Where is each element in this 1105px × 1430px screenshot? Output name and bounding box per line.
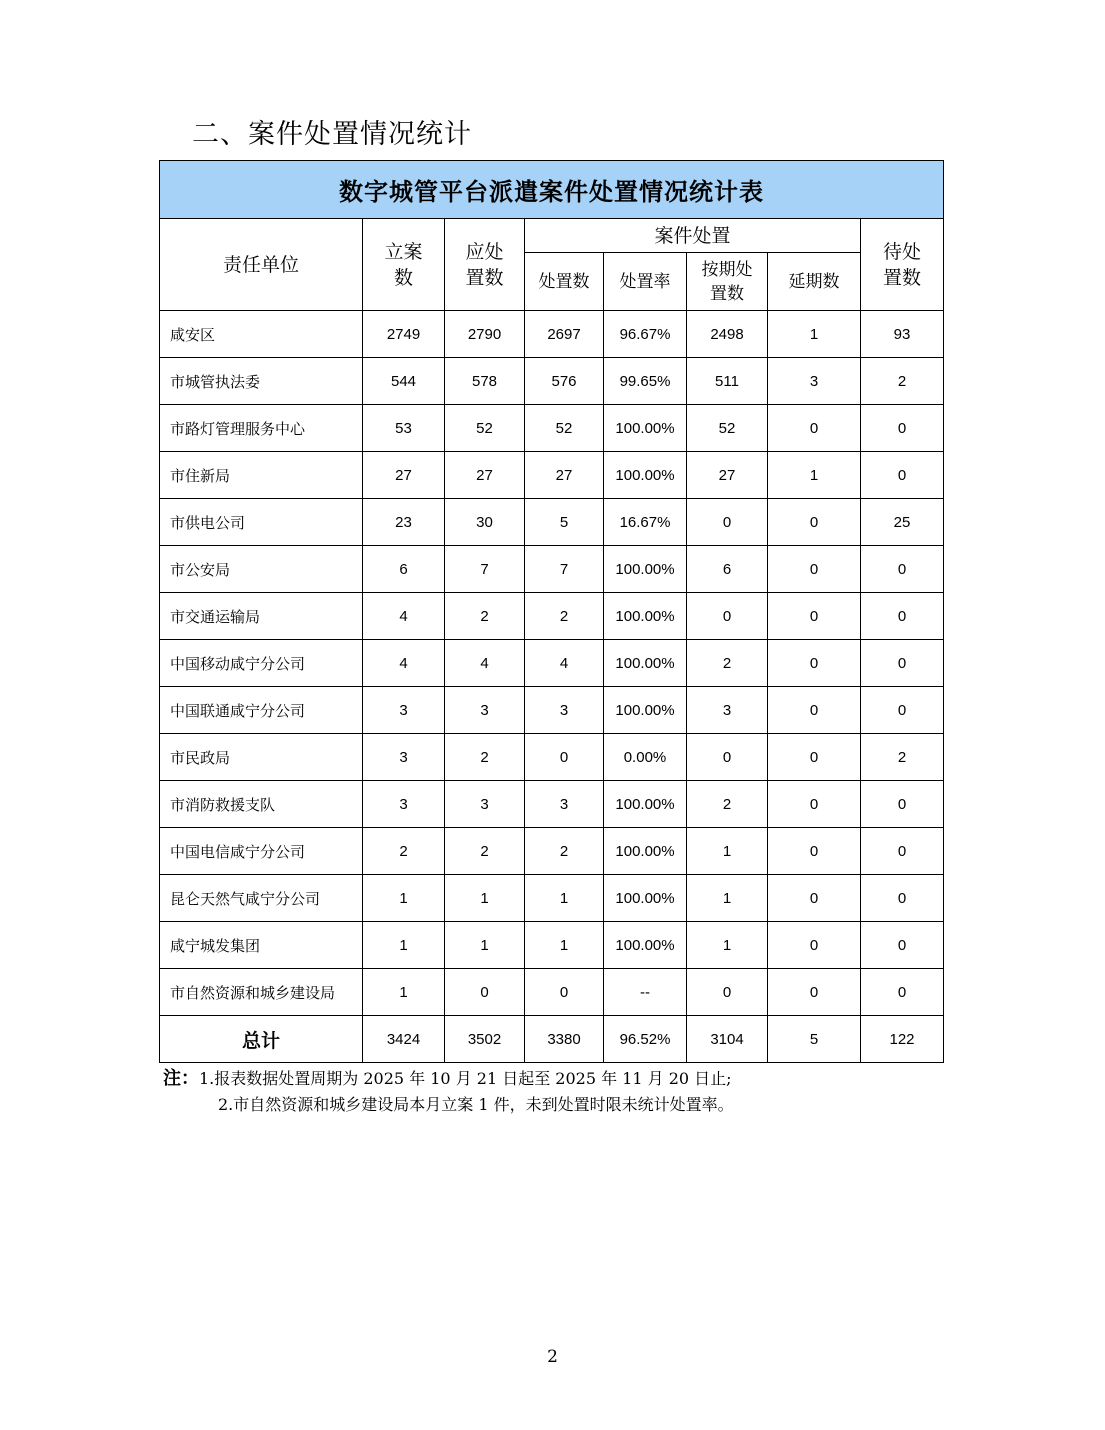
cell-rate: 99.65% xyxy=(604,358,687,405)
cell-filed: 1 xyxy=(363,875,445,922)
cell-ontime: 2498 xyxy=(687,311,768,358)
cell-pending: 0 xyxy=(861,405,944,452)
table-row xyxy=(160,922,944,969)
cell-due: 3 xyxy=(445,687,525,734)
cell-handled: 1 xyxy=(525,875,604,922)
cell-ontime: 2 xyxy=(687,640,768,687)
cell-unit: 中国电信咸宁分公司 xyxy=(160,828,363,875)
cell-unit: 市城管执法委 xyxy=(160,358,363,405)
cell-rate: 100.00% xyxy=(604,875,687,922)
page-number: 2 xyxy=(547,1347,558,1367)
cell-due: 4 xyxy=(445,640,525,687)
cell-delayed: 0 xyxy=(768,781,861,828)
table-row xyxy=(160,828,944,875)
cell-handled: 3 xyxy=(525,781,604,828)
section-heading: 二、案件处置情况统计 xyxy=(192,119,472,150)
cell-ontime: 0 xyxy=(687,969,768,1016)
cell-rate: 100.00% xyxy=(604,781,687,828)
cell-filed: 4 xyxy=(363,640,445,687)
cell-filed: 4 xyxy=(363,593,445,640)
header-handled: 处置数 xyxy=(525,253,604,311)
cell-pending: 0 xyxy=(861,640,944,687)
cell-ontime: 0 xyxy=(687,499,768,546)
header-delayed: 延期数 xyxy=(768,253,861,311)
cell-due: 52 xyxy=(445,405,525,452)
cell-unit: 市供电公司 xyxy=(160,499,363,546)
cell-ontime: 511 xyxy=(687,358,768,405)
cell-pending: 0 xyxy=(861,875,944,922)
cell-pending: 0 xyxy=(861,828,944,875)
cell-rate: 16.67% xyxy=(604,499,687,546)
cell-unit: 昆仑天然气咸宁分公司 xyxy=(160,875,363,922)
cell-handled: 1 xyxy=(525,922,604,969)
cell-due: 30 xyxy=(445,499,525,546)
cell-rate: -- xyxy=(604,969,687,1016)
total-pending: 122 xyxy=(861,1016,944,1063)
total-label: 总计 xyxy=(160,1016,363,1063)
cell-handled: 2697 xyxy=(525,311,604,358)
header-due: 应处 置数 xyxy=(445,219,525,311)
table-row xyxy=(160,499,944,546)
cell-delayed: 0 xyxy=(768,640,861,687)
cell-handled: 4 xyxy=(525,640,604,687)
table-row xyxy=(160,593,944,640)
cell-unit: 市住新局 xyxy=(160,452,363,499)
cell-due: 2 xyxy=(445,828,525,875)
cell-due: 2 xyxy=(445,734,525,781)
note-line-1: 1.报表数据处置周期为 2025 年 10 月 21 日起至 2025 年 11 月 20 日止; xyxy=(199,1069,732,1088)
header-unit: 责任单位 xyxy=(160,219,363,311)
cell-filed: 3 xyxy=(363,734,445,781)
cell-delayed: 0 xyxy=(768,875,861,922)
header-filed: 立案 数 xyxy=(363,219,445,311)
cell-pending: 0 xyxy=(861,546,944,593)
cell-pending: 93 xyxy=(861,311,944,358)
cell-delayed: 1 xyxy=(768,311,861,358)
cell-due: 0 xyxy=(445,969,525,1016)
cell-ontime: 2 xyxy=(687,781,768,828)
note-line-2: 2.市自然资源和城乡建设局本月立案 1 件，未到处置时限未统计处置率。 xyxy=(218,1095,734,1114)
cell-handled: 27 xyxy=(525,452,604,499)
cell-filed: 23 xyxy=(363,499,445,546)
cell-delayed: 0 xyxy=(768,969,861,1016)
cell-rate: 100.00% xyxy=(604,405,687,452)
cell-filed: 53 xyxy=(363,405,445,452)
total-handled: 3380 xyxy=(525,1016,604,1063)
header-group: 案件处置 xyxy=(525,219,861,253)
table-row xyxy=(160,781,944,828)
cell-filed: 2749 xyxy=(363,311,445,358)
cell-pending: 2 xyxy=(861,358,944,405)
cell-pending: 0 xyxy=(861,687,944,734)
cell-unit: 市自然资源和城乡建设局 xyxy=(160,969,363,1016)
cell-rate: 100.00% xyxy=(604,593,687,640)
cell-pending: 0 xyxy=(861,969,944,1016)
cell-filed: 6 xyxy=(363,546,445,593)
table-row xyxy=(160,640,944,687)
total-due: 3502 xyxy=(445,1016,525,1063)
cell-delayed: 0 xyxy=(768,734,861,781)
cell-rate: 96.67% xyxy=(604,311,687,358)
cell-filed: 3 xyxy=(363,781,445,828)
cell-pending: 0 xyxy=(861,781,944,828)
cell-delayed: 0 xyxy=(768,499,861,546)
table-row xyxy=(160,358,944,405)
cell-handled: 7 xyxy=(525,546,604,593)
cell-pending: 0 xyxy=(861,452,944,499)
total-filed: 3424 xyxy=(363,1016,445,1063)
cell-unit: 市民政局 xyxy=(160,734,363,781)
cell-handled: 0 xyxy=(525,969,604,1016)
notes xyxy=(163,1066,734,1118)
cell-due: 578 xyxy=(445,358,525,405)
cell-delayed: 0 xyxy=(768,922,861,969)
cell-handled: 3 xyxy=(525,687,604,734)
cell-delayed: 0 xyxy=(768,828,861,875)
cell-delayed: 1 xyxy=(768,452,861,499)
cell-ontime: 0 xyxy=(687,593,768,640)
cell-handled: 52 xyxy=(525,405,604,452)
cell-unit: 咸安区 xyxy=(160,311,363,358)
table-row xyxy=(160,405,944,452)
statistics-table xyxy=(159,160,944,1063)
table-row xyxy=(160,875,944,922)
table-title: 数字城管平台派遣案件处置情况统计表 xyxy=(160,161,944,219)
table-body xyxy=(160,311,944,1016)
cell-ontime: 1 xyxy=(687,875,768,922)
header-ontime: 按期处 置数 xyxy=(687,253,768,311)
cell-rate: 100.00% xyxy=(604,546,687,593)
cell-handled: 0 xyxy=(525,734,604,781)
cell-rate: 100.00% xyxy=(604,452,687,499)
cell-rate: 100.00% xyxy=(604,922,687,969)
cell-ontime: 52 xyxy=(687,405,768,452)
table-row xyxy=(160,969,944,1016)
cell-filed: 544 xyxy=(363,358,445,405)
cell-unit: 咸宁城发集团 xyxy=(160,922,363,969)
cell-delayed: 0 xyxy=(768,546,861,593)
cell-rate: 100.00% xyxy=(604,640,687,687)
table-row xyxy=(160,311,944,358)
cell-ontime: 27 xyxy=(687,452,768,499)
cell-filed: 1 xyxy=(363,922,445,969)
header-rate: 处置率 xyxy=(604,253,687,311)
table-row xyxy=(160,546,944,593)
cell-due: 1 xyxy=(445,922,525,969)
table-row xyxy=(160,452,944,499)
cell-handled: 2 xyxy=(525,828,604,875)
cell-due: 2 xyxy=(445,593,525,640)
cell-pending: 25 xyxy=(861,499,944,546)
cell-handled: 576 xyxy=(525,358,604,405)
cell-unit: 市交通运输局 xyxy=(160,593,363,640)
total-row xyxy=(160,1016,944,1063)
cell-filed: 2 xyxy=(363,828,445,875)
cell-unit: 市路灯管理服务中心 xyxy=(160,405,363,452)
total-delayed: 5 xyxy=(768,1016,861,1063)
cell-delayed: 0 xyxy=(768,593,861,640)
cell-ontime: 6 xyxy=(687,546,768,593)
cell-due: 7 xyxy=(445,546,525,593)
cell-filed: 27 xyxy=(363,452,445,499)
cell-filed: 3 xyxy=(363,687,445,734)
cell-unit: 市公安局 xyxy=(160,546,363,593)
cell-unit: 市消防救援支队 xyxy=(160,781,363,828)
cell-due: 3 xyxy=(445,781,525,828)
cell-filed: 1 xyxy=(363,969,445,1016)
cell-handled: 2 xyxy=(525,593,604,640)
cell-ontime: 1 xyxy=(687,828,768,875)
cell-pending: 0 xyxy=(861,593,944,640)
cell-unit: 中国移动咸宁分公司 xyxy=(160,640,363,687)
total-rate: 96.52% xyxy=(604,1016,687,1063)
cell-due: 2790 xyxy=(445,311,525,358)
cell-pending: 0 xyxy=(861,922,944,969)
cell-delayed: 3 xyxy=(768,358,861,405)
total-ontime: 3104 xyxy=(687,1016,768,1063)
cell-ontime: 0 xyxy=(687,734,768,781)
cell-pending: 2 xyxy=(861,734,944,781)
cell-due: 27 xyxy=(445,452,525,499)
cell-rate: 100.00% xyxy=(604,687,687,734)
cell-delayed: 0 xyxy=(768,687,861,734)
notes-label: 注： xyxy=(163,1068,199,1089)
header-pending: 待处 置数 xyxy=(861,219,944,311)
cell-ontime: 1 xyxy=(687,922,768,969)
table-row xyxy=(160,734,944,781)
cell-unit: 中国联通咸宁分公司 xyxy=(160,687,363,734)
cell-rate: 100.00% xyxy=(604,828,687,875)
table-row xyxy=(160,687,944,734)
cell-delayed: 0 xyxy=(768,405,861,452)
cell-ontime: 3 xyxy=(687,687,768,734)
cell-due: 1 xyxy=(445,875,525,922)
cell-handled: 5 xyxy=(525,499,604,546)
cell-rate: 0.00% xyxy=(604,734,687,781)
